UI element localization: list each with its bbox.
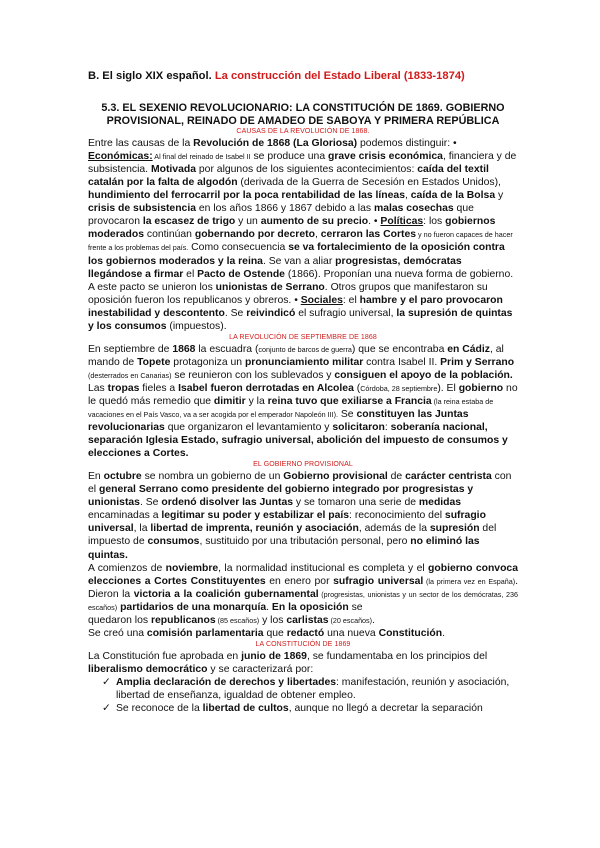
heading-causas: CAUSAS DE LA REVOLUCIÓN DE 1868. <box>236 128 370 136</box>
heading-constitucion: LA CONSTITUCIÓN DE 1869 <box>255 641 351 649</box>
checkmark-icon: ✓ <box>102 703 111 715</box>
section-title <box>88 102 518 127</box>
section-title-line-2: PROVISIONAL, REINADO DE AMADEO DE SABOYA Y PRIMERA REPÚBLICA <box>106 114 500 127</box>
checkmark-icon: ✓ <box>102 676 111 688</box>
paragraph-gobierno-1: En octubre se nombra un gobierno de un Gobierno provisional de carácter centrista con el general Serrano como presidente del gobierno integrado por progresistas y unionistas. Se ordenó disolver las Juntas y se tomaron una serie de medidas encaminadas a legitimar su poder y estabilizar el país: reconocimiento del sufragio universal, la libertad de imprenta, reunión y asociación, además de la supresión del impuesto de consumos, sustituido por una tributación personal, pero no eliminó las quintas. <box>88 470 512 561</box>
paragraph-constitucion: La Constitución fue aprobada en junio de 1869, se fundamentaba en los principios del liberalismo democrático y se caracterizará por: <box>88 650 488 675</box>
header-title: La construcción del Estado Liberal (1833-1874) <box>214 70 465 82</box>
heading-gobierno: EL GOBIERNO PROVISIONAL <box>253 461 353 469</box>
document-header <box>88 70 518 82</box>
paragraph-gobierno-2: A comienzos de noviembre, la normalidad institucional es completa y el gobierno convoca elecciones a Cortes Constituyentes en enero por sufragio universal (la primera vez en España). Dieron la victoria a la coalición gubernamental (progresistas, unionistas y un sector de los demócratas, 236 escaños) partidarios de una monarquía. En la oposición se <box>88 562 518 613</box>
constitucion-list <box>88 676 518 715</box>
document-page <box>88 70 518 715</box>
paragraph-gobierno-3: quedaron los republicanos (85 escaños) y los carlistas (20 escaños). <box>88 614 375 626</box>
heading-revolucion: LA REVOLUCIÓN DE SEPTIEMBRE DE 1868 <box>229 334 377 342</box>
paragraph-revolucion-2: Las tropas fieles a Isabel fueron derrotadas en Alcolea (Córdoba, 28 septiembre). El gobierno no le quedó más remedio que dimitir y la reina tuvo que exiliarse a Francia (la reina estaba de vacaciones en el País Vasco, va a ser acogida por el emperador Napoleón III). Se constituyen las Juntas revolucionarias que organizaron el levantamiento y solicitaron: soberanía nacional, separación Iglesia Estado, sufragio universal, abolición del impuesto de consumos y elecciones a Cortes. <box>88 382 518 460</box>
section-title-line-1: 5.3. EL SEXENIO REVOLUCIONARIO: LA CONSTITUCIÓN DE 1869. GOBIERNO <box>101 102 505 114</box>
list-item: ✓ Amplia declaración de derechos y libertades: manifestación, reunión y asociación, libertad de enseñanza, igualdad de obtener empleo. <box>102 676 510 701</box>
list-item: ✓ Se reconoce de la libertad de cultos, aunque no llegó a decretar la separación <box>102 703 483 715</box>
paragraph-revolucion-1: En septiembre de 1868 la escuadra (conjunto de barcos de guerra) que se encontraba en Cádiz, al mando de Topete protagoniza un pronunciamiento militar contra Isabel II. Prim y Serrano (desterrados en Canarias) se reunieron con los sublevados y consiguen el apoyo de la población. <box>88 343 515 381</box>
header-prefix: B. El siglo XIX español. <box>88 70 212 82</box>
paragraph-gobierno-4: Se creó una comisión parlamentaria que redactó una nueva Constitución. <box>88 628 445 640</box>
paragraph-causas: Entre las causas de la Revolución de 1868 (La Gloriosa) podemos distinguir: • Económicas: Al final del reinado de Isabel II se produce una grave crisis económica, financiera y de subsistencia. Motivada por algunos de los siguientes acontecimientos: caída del textil catalán por la falta de algodón (derivada de la Guerra de Secesión en Estados Unidos), hundimiento del ferrocarril por la poca rentabilidad de las líneas, caída de la Bolsa y crisis de subsistencia en los años 1866 y 1867 debido a las malas cosechas que provocaron la escasez de trigo y un aumento de su precio. • Políticas: los gobiernos moderados continúan gobernando por decreto, cerraron las Cortes y no fueron capaces de hacer frente a los problemas del país. Como consecuencia se va fortalecimiento de la oposición contra los gobiernos moderados y la reina. Se van a aliar progresistas, demócratas llegándose a firmar el Pacto de Ostende (1866). Proponían una nueva forma de gobierno. A este pacto se unieron los unionistas de Serrano. Otros grupos que manifestaron su oposición fueron los republicanos y obreros. • Sociales: el hambre y el paro provocaron inestabilidad y descontento. Se reivindicó el sufragio universal, la supresión de quintas y los consumos (impuestos). <box>88 137 517 332</box>
